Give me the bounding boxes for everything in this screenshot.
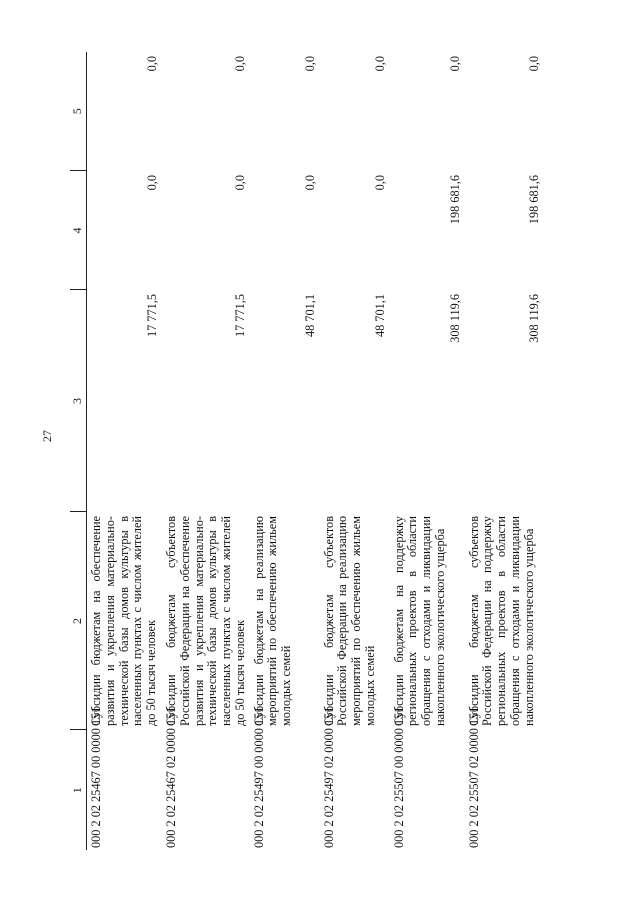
row-code: 000 2 02 25497 00 0000 151: [251, 706, 266, 848]
table-row: [320, 52, 390, 850]
table-row: [162, 52, 250, 850]
row-value-4: 0,0: [232, 175, 247, 191]
row-value-3: 308 119,6: [447, 294, 462, 343]
row-name: Субсидии бюджетам субъектов Российской Федерации на реализацию мероприятий по обеспечению жильем молодых семей: [321, 516, 377, 726]
table-row: [465, 52, 544, 850]
row-value-5: 0,0: [447, 56, 462, 72]
row-code: 000 2 02 25467 02 0000 151: [164, 706, 178, 848]
row-value-5: 0,0: [526, 56, 541, 72]
row-value-4: 0,0: [145, 175, 160, 191]
row-value-3: 17 771,5: [145, 294, 160, 338]
row-value-4: 0,0: [372, 175, 387, 191]
row-name: Субсидии бюджетам субъектов Российской Федерации на обеспечение развития и укрепления материально-технической базы домов культуры в населенных пунктах с числом жителей до 50 тысяч человек: [164, 516, 247, 726]
row-name: Субсидии бюджетам на реализацию мероприятий по обеспечению жильем молодых семей: [251, 516, 294, 726]
page-number: 27: [40, 430, 54, 442]
row-name: Субсидии бюджетам субъектов Российской Федерации на поддержку региональных проектов в области обращения с отходами и ликвидации накопленного экологического ущерба: [466, 516, 536, 726]
row-value-5: 0,0: [302, 56, 317, 72]
row-value-4: 198 681,6: [526, 175, 541, 225]
row-value-3: 48 701,1: [302, 294, 317, 338]
header-col-1: 1: [70, 730, 87, 850]
table-row: [250, 52, 320, 850]
row-value-5: 0,0: [145, 56, 160, 72]
row-value-5: 0,0: [232, 56, 247, 72]
header-col-3: 3: [70, 290, 87, 512]
table-row: [390, 52, 465, 850]
row-name: Субсидии бюджетам на обеспечение развития и укрепления материально-технической базы домов культуры в населенных пунктах с числом жителей до 50 тысяч человек: [89, 516, 159, 726]
budget-table-rotated: [70, 52, 570, 850]
header-row: [70, 52, 87, 850]
row-code: 000 2 02 25497 02 0000 151: [321, 706, 336, 848]
row-value-5: 0,0: [372, 56, 387, 72]
row-value-4: 0,0: [302, 175, 317, 191]
row-name: Субсидии бюджетам на поддержку региональных проектов в области обращения с отходами и ликвидации накопленного экологического ущерба: [391, 516, 447, 726]
header-col-5: 5: [70, 52, 87, 171]
row-code: 000 2 02 25507 02 0000 151: [466, 706, 481, 848]
row-value-3: 308 119,6: [526, 294, 541, 343]
row-code: 000 2 02 25467 00 0000 151: [89, 706, 103, 848]
header-col-4: 4: [70, 171, 87, 290]
header-col-2: 2: [70, 512, 87, 730]
row-value-4: 198 681,6: [447, 175, 462, 225]
row-value-3: 17 771,5: [232, 294, 247, 338]
row-code: 000 2 02 25507 00 0000 151: [391, 706, 406, 848]
row-value-3: 48 701,1: [372, 294, 387, 338]
budget-table: [70, 52, 544, 850]
table-row: [87, 52, 163, 850]
